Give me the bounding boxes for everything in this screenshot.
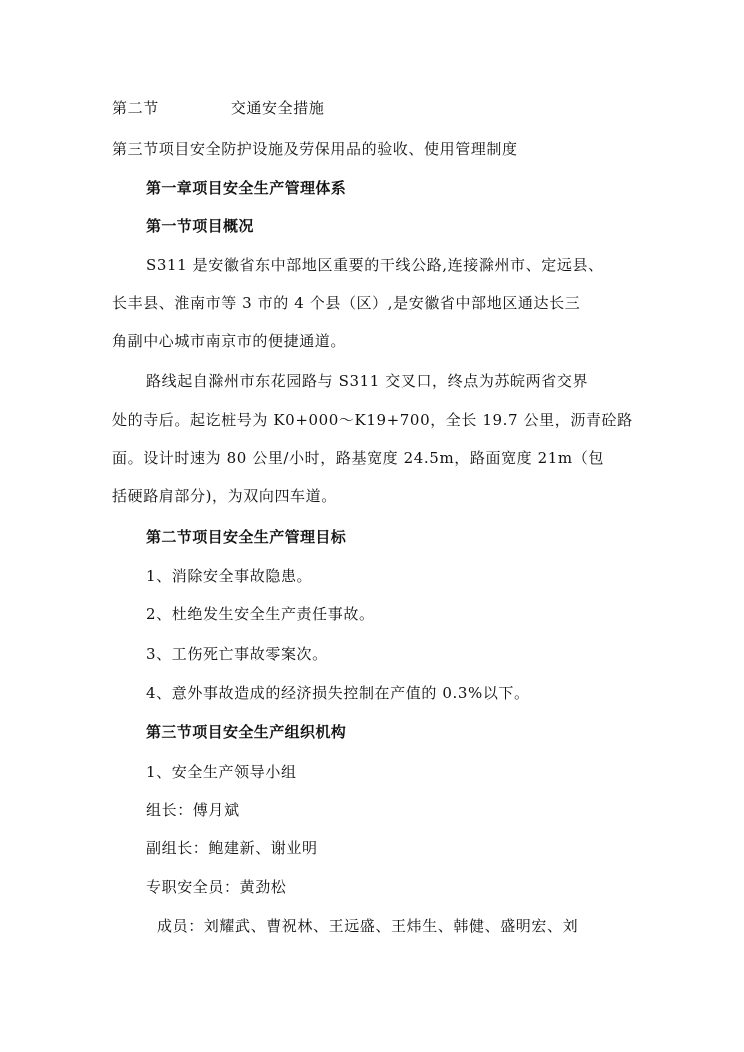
paragraph-line: 路线起自滁州市东花园路与 S311 交叉口，终点为苏皖两省交界 bbox=[146, 372, 589, 390]
team-members: 成员：刘耀武、曹祝林、王远盛、王炜生、韩健、盛明宏、刘 bbox=[157, 917, 579, 935]
section-title-goals: 第二节项目安全生产管理目标 bbox=[146, 528, 347, 546]
toc-item-section-3: 第三节项目安全防护设施及劳保用品的验收、使用管理制度 bbox=[112, 140, 518, 158]
toc-section-title: 交通安全措施 bbox=[230, 99, 325, 117]
team-deputy: 副组长：鲍建新、谢业明 bbox=[146, 839, 318, 857]
toc-section-label: 第二节 bbox=[112, 99, 159, 117]
chapter-title: 第一章项目安全生产管理体系 bbox=[146, 179, 347, 197]
paragraph-line: 长丰县、淮南市等 3 市的 4 个县（区）,是安徽省中部地区通达长三 bbox=[112, 294, 581, 312]
safety-officer: 专职安全员：黄劲松 bbox=[146, 878, 287, 896]
list-item: 4、意外事故造成的经济损失控制在产值的 0.3%以下。 bbox=[146, 684, 530, 702]
section-title-organization: 第三节项目安全生产组织机构 bbox=[146, 723, 347, 741]
subsection-title: 1、安全生产领导小组 bbox=[146, 763, 297, 781]
toc-item-section-2 bbox=[112, 98, 324, 118]
paragraph-line: 括硬路肩部分)，为双向四车道。 bbox=[112, 487, 337, 505]
list-item: 2、杜绝发生安全生产责任事故。 bbox=[146, 605, 375, 623]
paragraph-line: 面。设计时速为 80 公里/小时，路基宽度 24.5m，路面宽度 21m（包 bbox=[112, 449, 604, 467]
paragraph-line: 处的寺后。起讫桩号为 K0+000～K19+700，全长 19.7 公里，沥青砼路 bbox=[112, 411, 633, 429]
section-title-overview: 第一节项目概况 bbox=[146, 217, 254, 235]
list-item: 1、消除安全事故隐患。 bbox=[146, 567, 313, 585]
paragraph-line: S311 是安徽省东中部地区重要的干线公路,连接滁州市、定远县、 bbox=[146, 256, 604, 274]
paragraph-line: 角副中心城市南京市的便捷通道。 bbox=[112, 332, 347, 350]
team-leader: 组长：傅月斌 bbox=[146, 801, 240, 819]
list-item: 3、工伤死亡事故零案次。 bbox=[146, 645, 328, 663]
